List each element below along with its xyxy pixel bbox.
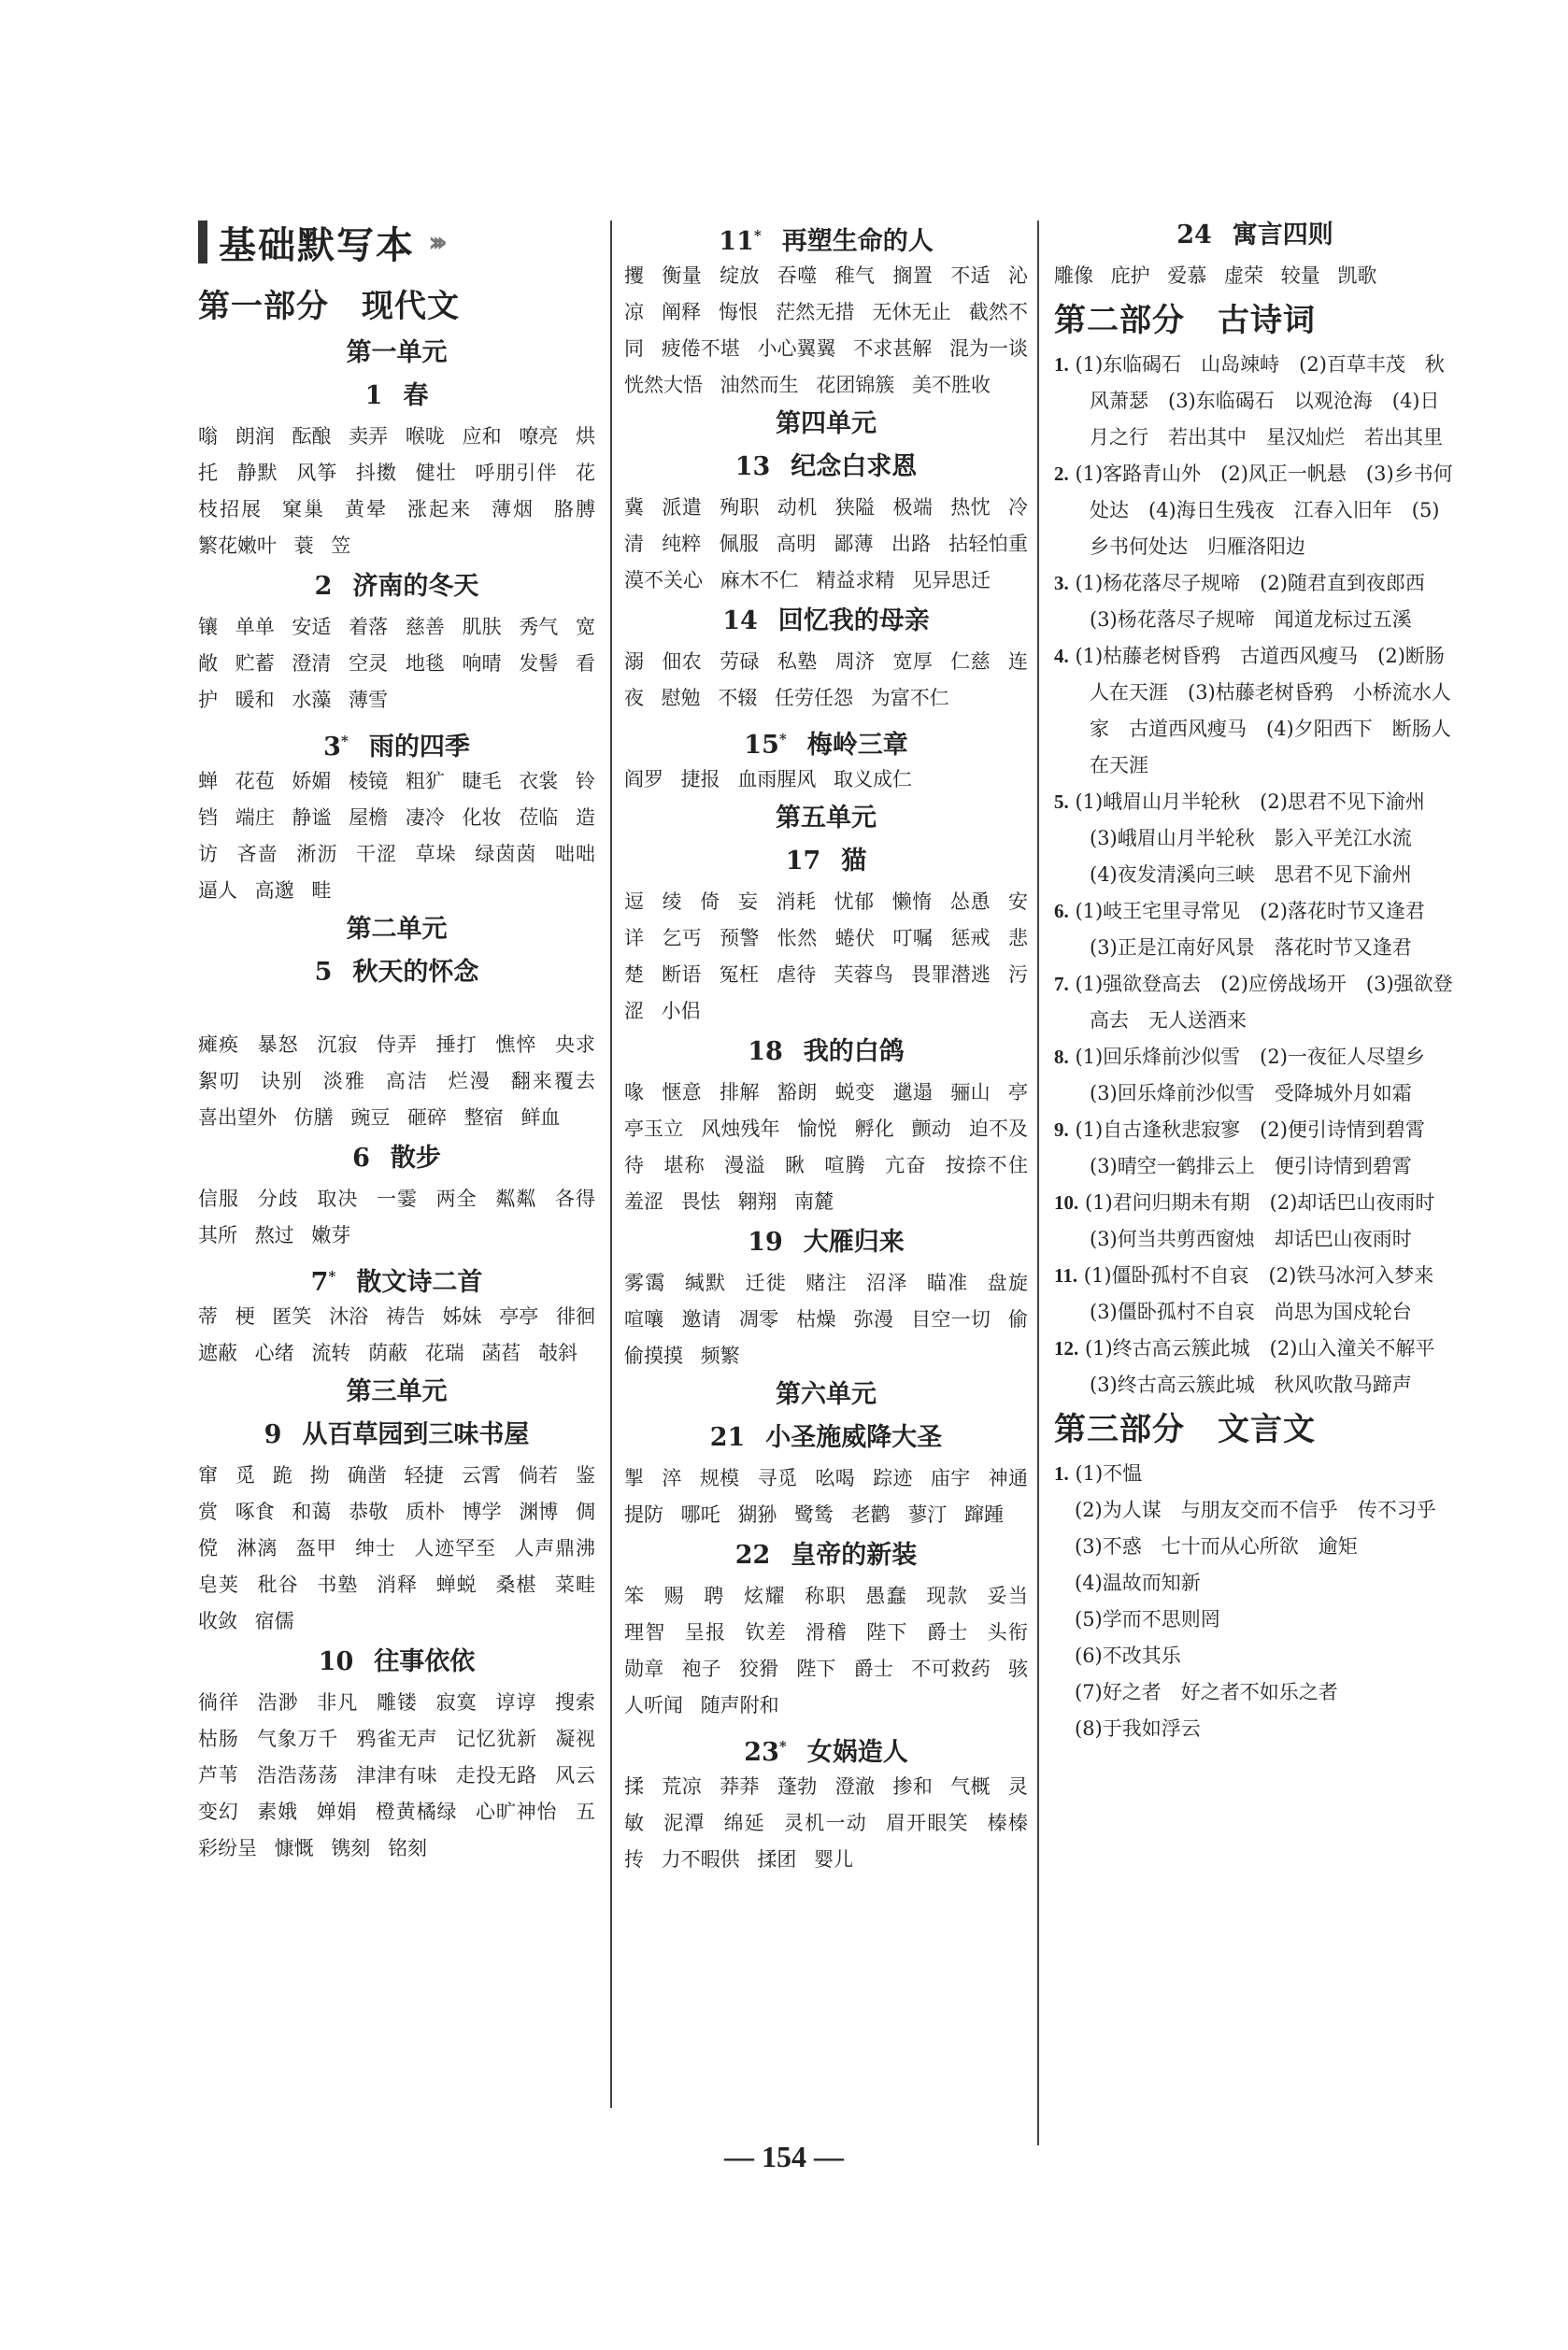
word-list: 雾霭 缄默 迁徙 赌注 沼泽 瞄准 盘旋 喧嚷 邀请 凋零 枯燥 弥漫 目空一切 偷偷摸摸 频繁 xyxy=(624,1272,1028,1367)
word-list: 徜徉 浩渺 非凡 雕镂 寂寞 谆谆 搜索枯肠 气象万千 鸦雀无声 记忆犹新 凝视 芦苇 浩浩荡荡 津津有味 走投无路 风云变幻 素娥 婵娟 橙黄橘绿 心旷神怡 五彩纷呈 慷慨 镌刻 铭刻 xyxy=(198,1691,595,1859)
word-list: 镶 单单 安适 着落 慈善 肌肤 秀气 宽敞 贮蓄 澄清 空灵 地毯 响晴 发髻 看护 暖和 水藻 薄雪 xyxy=(198,616,595,711)
unit-title: 第五单元 xyxy=(776,804,877,833)
poem-item: 3. (1)杨花落尽子规啼 (2)随君直到夜郎西 (3)杨花落尽子规啼 闻道龙标过五溪 xyxy=(1054,572,1445,631)
poem-item: 11. (1)僵卧孤村不自哀 (2)铁马冰河入梦来 (3)僵卧孤村不自哀 尚思为国戍轮台 xyxy=(1054,1264,1454,1323)
part-title: 第三部分 文言文 xyxy=(1054,1411,1316,1448)
lesson-title: 19 大雁归来 xyxy=(748,1228,905,1257)
poem-item: 10. (1)君问归期未有期 (2)却话巴山夜雨时 (3)何当共剪西窗烛 却话巴山夜雨时 xyxy=(1054,1191,1455,1250)
sub-item: (4)温故而知新 xyxy=(1075,1572,1201,1594)
lesson-title: 9 从百草园到三味书屋 xyxy=(264,1420,530,1449)
word-list: 笨 赐 聘 炫耀 称职 愚蠢 现款 妥当 理智 呈报 钦差 滑稽 陛下 爵士 头衔 勋章 袍子 狡猾 陛下 爵士 不可救药 骇人听闻 随声附和 xyxy=(624,1585,1028,1716)
unit-title: 第六单元 xyxy=(776,1380,877,1409)
lesson-title: 5 秋天的怀念 xyxy=(314,958,479,987)
word-list: 阎罗 捷报 血雨腥风 取义成仁 xyxy=(624,768,913,790)
chevrons-icon: ››› xyxy=(428,225,441,259)
lesson-title: 2 济南的冬天 xyxy=(314,572,479,601)
part-title: 第一部分 现代文 xyxy=(198,288,460,325)
lesson-title: 17 猫 xyxy=(785,847,867,876)
column-3 xyxy=(1054,213,1456,1747)
classical-list xyxy=(1054,1492,1456,1747)
word-list: 窜 觅 跪 拗 确凿 轻捷 云霄 倘若 鉴赏 啄食 和蔼 恭敬 质朴 博学 渊博 倜傥 淋漓 盔甲 绅士 人迹罕至 人声鼎沸 皂荚 秕谷 书塾 消释 蝉蜕 桑椹 菜畦 收敛 宿儒 xyxy=(198,1464,595,1632)
word-list: 揉 荒凉 莽莽 蓬勃 澄澈 掺和 气概 灵敏 泥潭 绵延 灵机一动 眉开眼笑 榛榛 抟 力不暇供 揉团 婴儿 xyxy=(624,1775,1028,1871)
section-header xyxy=(198,213,595,271)
sub-item: (6)不改其乐 xyxy=(1075,1645,1181,1667)
word-list: 蒂 梗 匿笑 沐浴 祷告 姊妹 亭亭 徘徊 遮蔽 心绪 流转 荫蔽 花瑞 菡萏 攲斜 xyxy=(198,1305,595,1364)
sub-item: (8)于我如浮云 xyxy=(1075,1717,1201,1740)
poem-item: 2. (1)客路青山外 (2)风正一帆悬 (3)乡书何处达 (4)海日生残夜 江春入旧年 (5)乡书何处达 归雁洛阳边 xyxy=(1054,463,1453,558)
unit-title: 第四单元 xyxy=(776,409,877,438)
unit-title: 第一单元 xyxy=(346,338,448,367)
lesson-title: 3* 雨的四季 xyxy=(323,733,470,762)
word-list: 溺 佃农 劳碌 私塾 周济 宽厚 仁慈 连夜 慰勉 不辍 任劳任怨 为富不仁 xyxy=(624,650,1028,709)
unit-title: 第二单元 xyxy=(346,915,448,944)
poem-list xyxy=(1054,347,1456,1403)
poem-item: 9. (1)自古逢秋悲寂寥 (2)便引诗情到碧霄 (3)晴空一鹤排云上 便引诗情到碧霄 xyxy=(1054,1118,1445,1177)
word-list: 雕像 庇护 爱慕 虚荣 较量 凯歌 xyxy=(1054,264,1377,287)
title-bar-icon xyxy=(198,221,207,263)
column-divider xyxy=(610,221,612,2108)
poem-item: 7. (1)强欲登高去 (2)应傍战场开 (3)强欲登高去 无人送酒来 xyxy=(1054,973,1453,1032)
word-list: 信服 分歧 取决 一霎 两全 粼粼 各得其所 熬过 嫩芽 xyxy=(198,1188,595,1246)
poem-item: 4. (1)枯藤老树昏鸦 古道西风瘦马 (2)断肠人在天涯 (3)枯藤老树昏鸦 小桥流水人家 古道西风瘦马 (4)夕阳西下 断肠人在天涯 xyxy=(1054,645,1451,776)
lesson-title: 11* 再塑生命的人 xyxy=(719,227,934,256)
column-1 xyxy=(198,213,595,1867)
lesson-title: 10 往事依依 xyxy=(318,1647,476,1676)
word-list: 掣 淬 规模 寻觅 吆喝 踪迹 庙宇 神通 提防 哪吒 猢狲 鹭鸶 老鹳 蓼汀 蹿踵 xyxy=(624,1467,1028,1526)
poem-item: 8. (1)回乐烽前沙似雪 (2)一夜征人尽望乡 (3)回乐烽前沙似雪 受降城外月如霜 xyxy=(1054,1046,1445,1104)
list-item: 1. (1)不愠 xyxy=(1054,1462,1143,1485)
word-list: 攫 衡量 绽放 吞噬 稚气 搁置 不适 沁凉 阐释 悔恨 茫然无措 无休无止 截然不同 疲倦不堪 小心翼翼 不求甚解 混为一谈 恍然大悟 油然而生 花团锦簇 美不胜收 xyxy=(624,264,1028,396)
page-title: 基础默写本 xyxy=(219,223,415,267)
lesson-title: 13 纪念白求恩 xyxy=(734,452,918,481)
lesson-title: 15* 梅岭三章 xyxy=(744,731,908,760)
poem-item: 6. (1)岐王宅里寻常见 (2)落花时节又逢君 (3)正是江南好风景 落花时节又逢君 xyxy=(1054,900,1445,959)
column-divider xyxy=(1037,221,1039,2145)
poem-item: 12. (1)终古高云簇此城 (2)山入潼关不解平 (3)终古高云簇此城 秋风吹散马蹄声 xyxy=(1054,1337,1455,1396)
page-number: — 154 — xyxy=(724,2140,844,2173)
lesson-title: 21 小圣施威降大圣 xyxy=(709,1423,943,1452)
word-list: 冀 派遣 殉职 动机 狭隘 极端 热忱 冷清 纯粹 佩服 高明 鄙薄 出路 拈轻怕重 漠不关心 麻木不仁 精益求精 见异思迁 xyxy=(624,496,1028,591)
lesson-title: 7* 散文诗二首 xyxy=(310,1268,483,1297)
lesson-title: 18 我的白鸽 xyxy=(748,1037,905,1066)
sub-item: (5)学而不思则罔 xyxy=(1075,1608,1220,1631)
word-list: 瘫痪 暴怒 沉寂 侍弄 捶打 憔悴 央求 絮叨 诀别 淡雅 高洁 烂漫 翻来覆去 喜出望外 仿膳 豌豆 砸碎 整宿 鲜血 xyxy=(198,1033,595,1129)
lesson-title: 22 皇帝的新装 xyxy=(734,1541,918,1570)
word-list: 蝉 花苞 娇媚 棱镜 粗犷 睫毛 衣裳 铃铛 端庄 静谧 屋檐 凄冷 化妆 莅临 造访 吝啬 淅沥 干涩 草垛 绿茵茵 咄咄逼人 高邈 畦 xyxy=(198,770,595,902)
poem-item: 5. (1)峨眉山月半轮秋 (2)思君不见下渝州 (3)峨眉山月半轮秋 影入平羌江水流 (4)夜发清溪向三峡 思君不见下渝州 xyxy=(1054,790,1445,886)
word-list: 逗 绫 倚 妄 消耗 忧郁 懒惰 怂恿 安详 乞丐 预警 怅然 蜷伏 叮嘱 惩戒 悲楚 断语 冤枉 虐待 芙蓉鸟 畏罪潜逃 污涩 小侣 xyxy=(624,890,1028,1022)
lesson-title: 6 散步 xyxy=(352,1144,441,1173)
word-list: 喙 惬意 排解 豁朗 蜕变 邋遢 骊山 亭亭玉立 风烛残年 愉悦 孵化 颤动 迫不及待 堪称 漫溢 瞅 喧腾 亢奋 按捺不住 羞涩 畏怯 翱翔 南麓 xyxy=(624,1081,1028,1213)
lesson-title: 14 回忆我的母亲 xyxy=(722,606,930,635)
lesson-title: 24 寓言四则 xyxy=(1176,221,1333,249)
poem-item: 1. (1)东临碣石 山岛竦峙 (2)百草丰茂 秋风萧瑟 (3)东临碣石 以观沧海 (4)日月之行 若出其中 星汉灿烂 若出其里 xyxy=(1054,353,1445,449)
lesson-title: 23* 女娲造人 xyxy=(744,1738,908,1767)
sub-item: (7)好之者 好之者不如乐之者 xyxy=(1075,1681,1338,1703)
sub-item: (2)为人谋 与朋友交而不信乎 传不习乎 xyxy=(1075,1499,1436,1521)
sub-item: (3)不惑 七十而从心所欲 逾矩 xyxy=(1075,1535,1358,1558)
word-list: 嗡 朗润 酝酿 卖弄 喉咙 应和 嘹亮 烘托 静默 风筝 抖擞 健壮 呼朋引伴 花枝招展 窠巢 黄晕 涨起来 薄烟 胳膊 繁花嫩叶 蓑 笠 xyxy=(198,425,595,557)
part-title: 第二部分 古诗词 xyxy=(1054,302,1316,339)
unit-title: 第三单元 xyxy=(346,1377,448,1406)
column-2 xyxy=(624,213,1028,1878)
lesson-title: 1 春 xyxy=(364,381,429,410)
